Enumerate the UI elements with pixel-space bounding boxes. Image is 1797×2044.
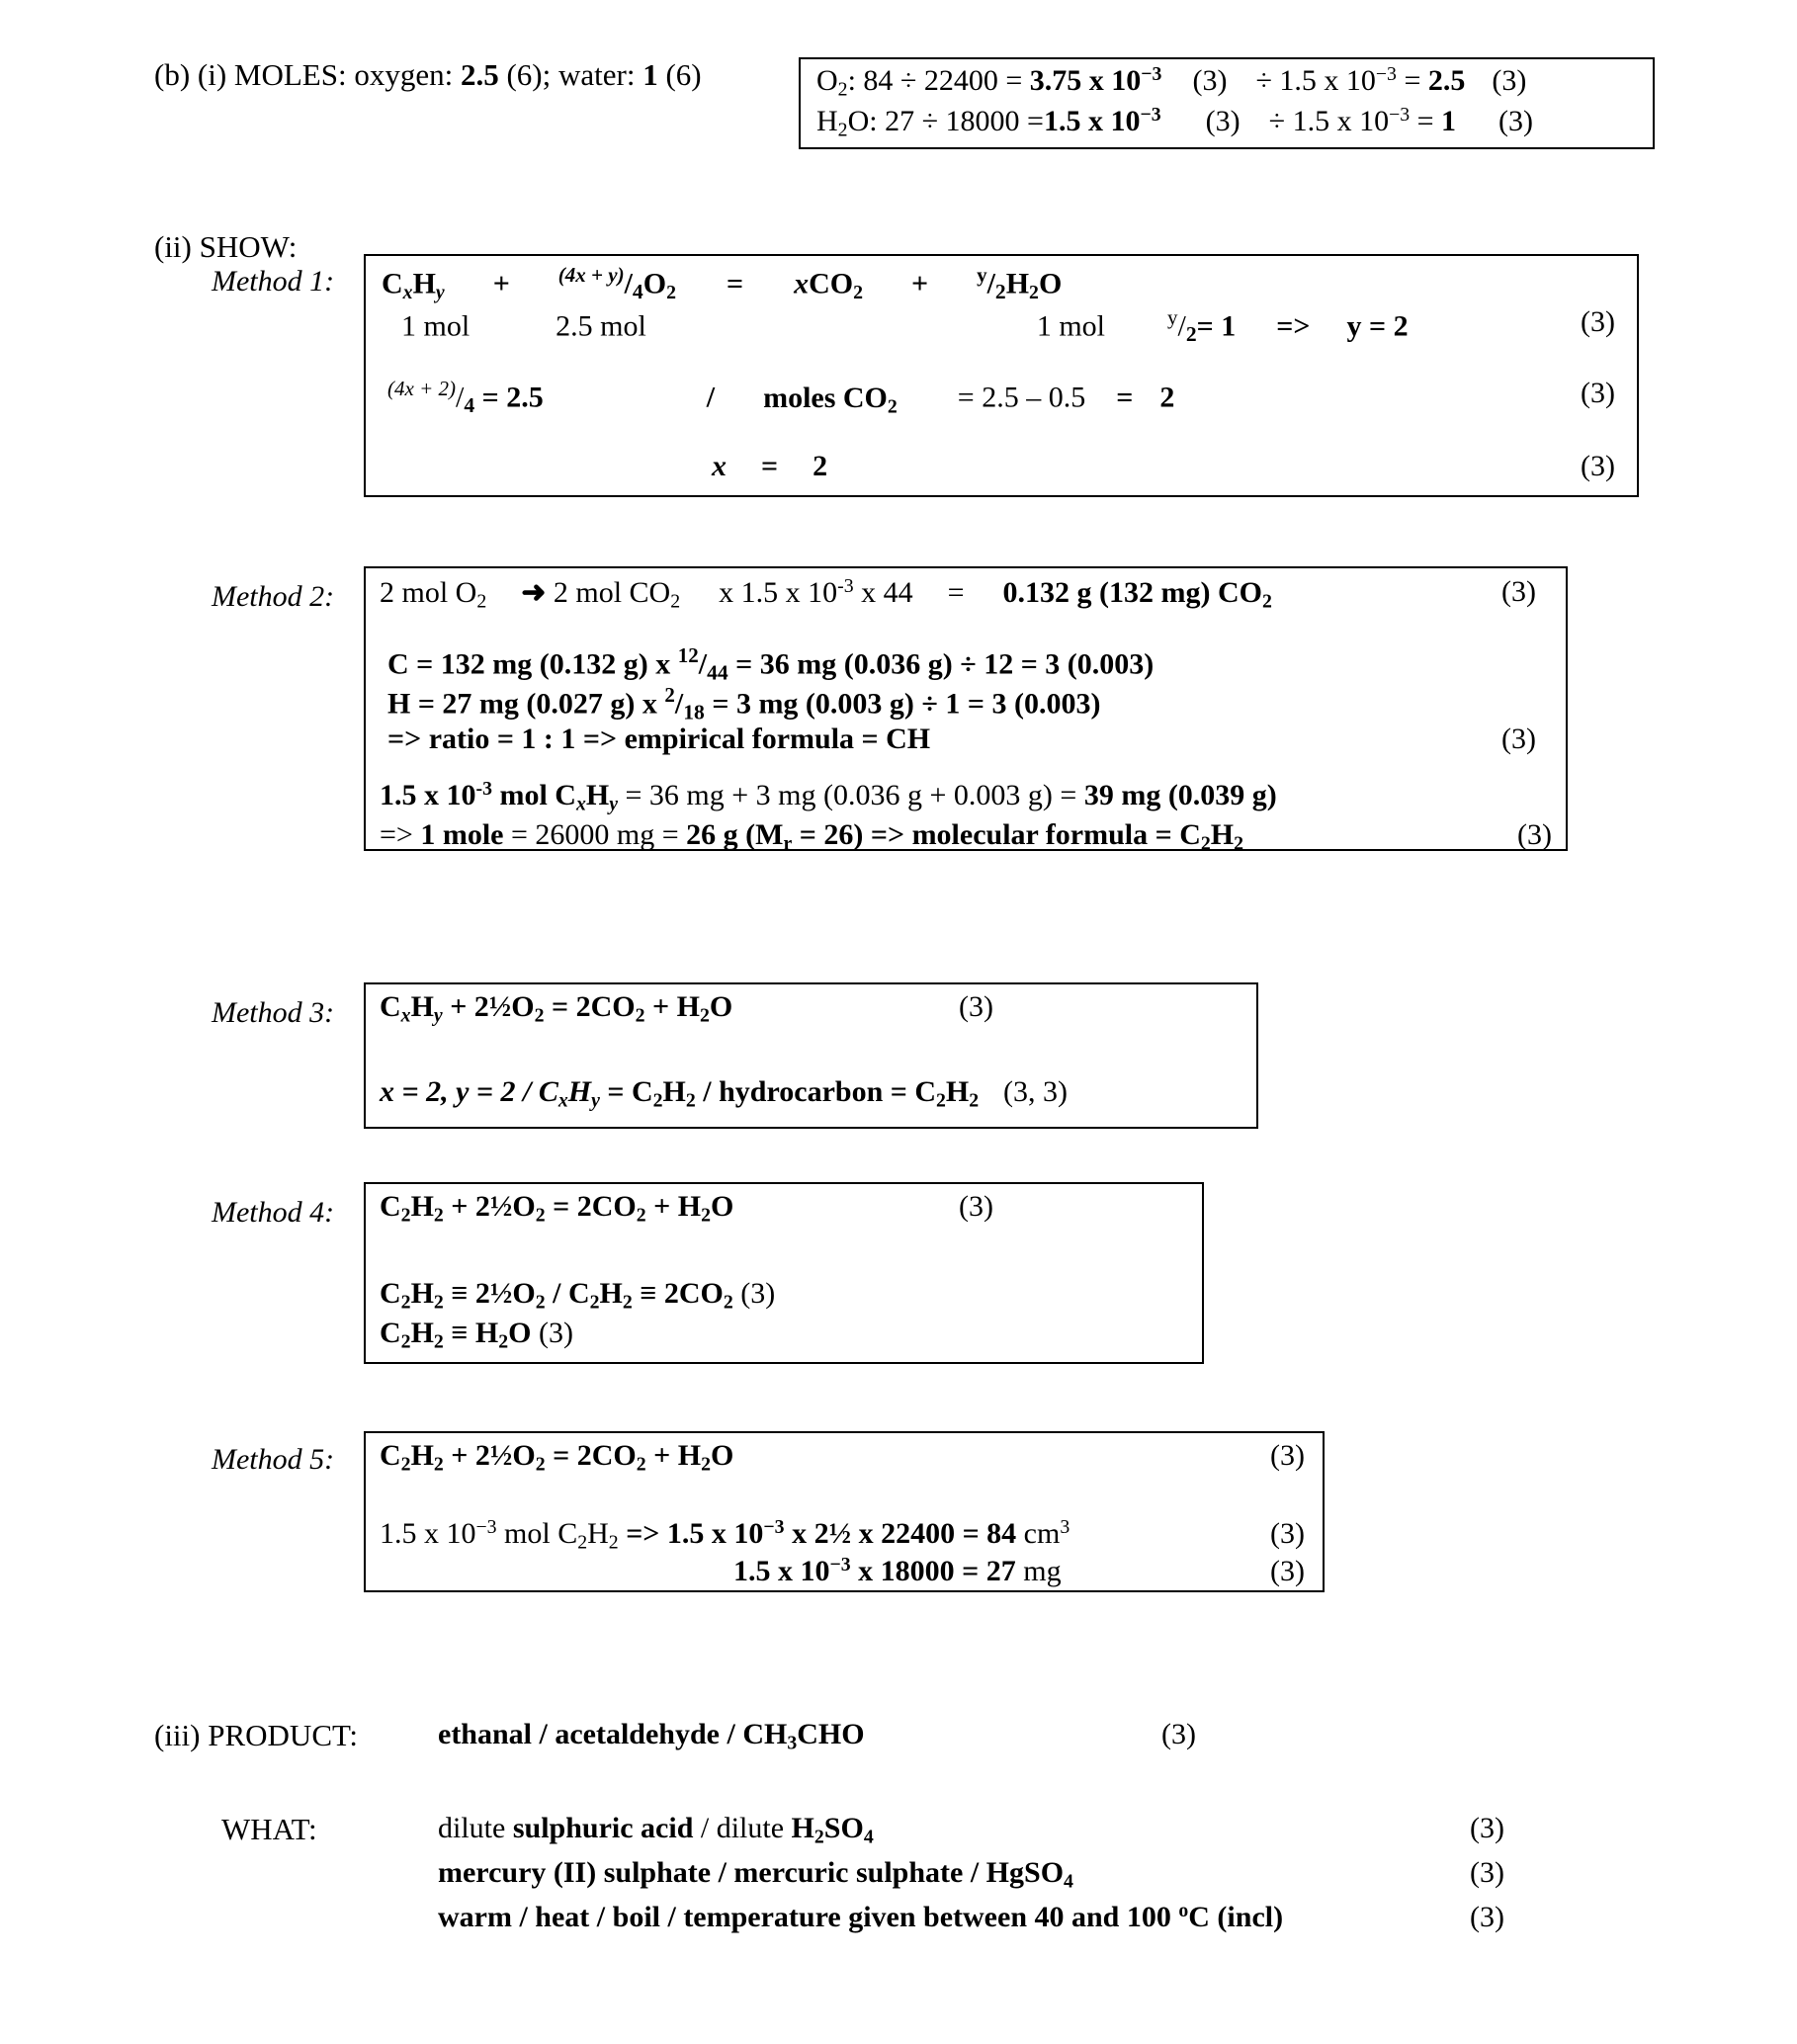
o2-species: $O_2$ <box>816 64 848 101</box>
method-1-fraction-line: $^{(4x + 2)}$/4 = 2.5 / moles $CO_2 = 2.5 - 0.5 = 2$ <box>387 377 1175 418</box>
method-5-mark-2: (3) <box>1270 1517 1305 1550</box>
method-1-box <box>364 254 1639 497</box>
method-2-calc: x 1.5 x $10^{-3}$ x 44 <box>719 575 913 609</box>
molecular-formula-result: molecular formula = $C_2H_2$ <box>911 818 1244 855</box>
moles-row-water <box>816 104 1534 141</box>
method-2-mark-3: (3) <box>1517 818 1552 851</box>
method-4-label: Method 4: <box>212 1196 335 1229</box>
method-5-mark-3: (3) <box>1270 1555 1305 1587</box>
method-3-label: Method 3: <box>212 996 335 1029</box>
o2-divide: ÷ 1.5 x $10^{-3}$ <box>1255 63 1397 97</box>
carbon-mass-fraction: $^{12}/_{44}$ <box>677 643 728 685</box>
oxygen-mark: (6); <box>506 57 552 92</box>
what-row-catalyst: mercury (II) sulphate / mercuric sulphate / HgSO$_4$ <box>438 1856 1073 1893</box>
method-1-mark-3: (3) <box>1581 450 1615 482</box>
method-3-mark-2: (3, 3) <box>1003 1075 1068 1108</box>
method-5-volume-line: 1.5 x $10^{-3}$ mol $C_2H_2 => 1.5$ x $10^{-3}$ x 2½ x 22400 = 84 $cm^3$ <box>380 1516 1070 1554</box>
method-5-equation: $C_2H_2$ + $2\frac{1}{2}O_2 = 2CO_2 + H_2O$ <box>380 1439 734 1476</box>
o2-calc: : 84 ÷ 22400 = <box>847 64 1030 97</box>
part-b-i-moles-line <box>154 57 702 93</box>
method-2-ratio-line: => ratio = 1 : 1 => empirical formula = CH <box>387 723 931 755</box>
sulphuric-acid-formula: $H_2SO_4$ <box>791 1812 874 1848</box>
method-2-label: Method 2: <box>212 580 335 613</box>
method-2-mol-o2: 2 mol $O_2$ <box>380 576 487 613</box>
method-1-water-coefficient: $^y$/2 <box>977 263 1006 303</box>
product-mark: (3) <box>1161 1718 1196 1750</box>
method-1-mark-1: (3) <box>1581 305 1615 338</box>
h2o-mark-2: (3) <box>1498 105 1534 137</box>
what-mark-3: (3) <box>1470 1901 1504 1933</box>
method-4-mark-1: (3) <box>959 1190 993 1223</box>
h2o-divide: ÷ 1.5 x $10^{-3}$ <box>1268 104 1411 137</box>
o2-mark-1: (3) <box>1192 64 1228 97</box>
h2o-result: 1.5 x $10^{-3}$ <box>1043 104 1161 137</box>
hydrogen-mass-fraction: $^2/_{18}$ <box>664 683 705 724</box>
o2-equals: = <box>1396 64 1428 97</box>
method-1-moles-line: 1 mol 2.5 mol 1 mol $^y$/2= 1 => y = 2 <box>401 305 1409 346</box>
method-3-equation: $C_xH_y$ + $2\frac{1}{2}O_2 = 2CO_2 + H_2O$ <box>380 990 733 1027</box>
method-1-label: Method 1: <box>212 265 335 298</box>
relative-molecular-mass: $(M_r = 26)$ <box>737 818 864 855</box>
method-1-moles-co2: moles $CO_2$ <box>763 381 898 418</box>
what-mark-1: (3) <box>1470 1812 1504 1844</box>
oxygen-label: oxygen: <box>354 57 454 92</box>
method-2-mol-line: 1.5 x $10^{-3}$ mol $C_xH_y = 36$ mg + 3 mg (0.036 g + 0.003 g) = 39 mg (0.039 g) <box>380 778 1277 815</box>
moles-row-oxygen <box>816 63 1527 101</box>
o2-final: 2.5 <box>1427 64 1466 97</box>
method-5-mass-line: 1.5 x $10^{-3}$ x 18000 = 27 mg <box>733 1554 1062 1587</box>
what-row-temperature: warm / heat / boil / temperature given between 40 and 100 $^o$C (incl) <box>438 1900 1284 1933</box>
method-5-mark-1: (3) <box>1270 1439 1305 1472</box>
method-2-line-1: 2 mol $O_2$ ➜ 2 mol $CO_2$ x 1.5 x $10^{-3}$ x 44 = 0.132 g (132 mg) $CO_2$ <box>380 575 1272 613</box>
h2o-mark-1: (3) <box>1205 105 1241 137</box>
method-5-box <box>364 1431 1325 1592</box>
part-b-ii-show-label: (ii) SHOW: <box>154 229 298 264</box>
method-4-box <box>364 1182 1204 1364</box>
method-2-mark-2: (3) <box>1501 723 1536 755</box>
h2o-calc: : 27 ÷ 18000 = <box>869 105 1044 137</box>
water-label: water: <box>557 57 636 92</box>
method-2-box <box>364 566 1568 855</box>
part-b-prefix: (b) (i) MOLES: <box>154 57 347 92</box>
oxygen-value: 2.5 <box>460 57 499 92</box>
method-3-mark-1: (3) <box>959 990 993 1023</box>
method-2-carbon-line: C = 132 mg (0.132 g) x $^{12}/_{44} = 36$ mg (0.036 g) ÷ 12 = 3 (0.003) <box>387 643 1155 685</box>
method-1-equation: $C_xH_y + ^{(4x + y)}/4O_2 = xCO_2 + ^y/2H_2O$ <box>382 263 1063 304</box>
method-2-mol-co2: 2 mol $CO_2$ <box>553 576 681 613</box>
part-b-iii-product-label: (iii) PRODUCT: <box>154 1718 358 1752</box>
method-3-result-line: x = 2, $y = 2 / C_xH_y = C_2H_2$ / hydrocarbon = $C_2H_2$ <box>380 1075 980 1112</box>
method-1-mark-2: (3) <box>1581 377 1615 409</box>
method-5-label: Method 5: <box>212 1443 335 1476</box>
what-mark-2: (3) <box>1470 1856 1504 1889</box>
what-row-acid: dilute sulphuric acid / dilute $H_2SO_4$ <box>438 1812 874 1848</box>
h2o-species: $H_2O$ <box>816 105 870 141</box>
method-1-fraction-expression: $^{(4x + 2)}$/4 <box>387 377 475 417</box>
h2o-equals: = <box>1410 105 1442 137</box>
product-value: ethanal / acetaldehyde / $CH_3CHO$ <box>438 1718 865 1754</box>
method-2-result: 0.132 g (132 mg) $CO_2$ <box>1002 576 1272 613</box>
o2-mark-2: (3) <box>1492 64 1527 97</box>
method-2-mark-1: (3) <box>1501 575 1536 608</box>
h2o-final: 1 <box>1441 105 1457 137</box>
moles-working-box <box>799 57 1655 149</box>
water-value: 1 <box>642 57 658 92</box>
method-2-hydrogen-line: H = 27 mg (0.027 g) x $^2/_{18} = 3$ mg (0.003 g) ÷ 1 = 3 (0.003) <box>387 683 1101 724</box>
method-2-mole-line: => 1 mole = 26000 mg = 26 g $(M_r = 26)$ => molecular formula = $C_2H_2$ <box>380 818 1244 855</box>
what-label: WHAT: <box>221 1812 317 1846</box>
method-1-oxygen-coefficient: $^{(4x + y)}$/4 <box>557 263 643 303</box>
method-1-y-over-2: $^y$/2 <box>1167 305 1197 346</box>
right-arrow-icon: ➜ <box>521 576 547 609</box>
method-3-box <box>364 982 1258 1129</box>
method-4-equivalence-line-1: $C_2H_2$ ≡ $2\frac{1}{2}O_2 / C_2H_2 \equiv 2CO_2$ (3) <box>380 1277 776 1314</box>
water-mark: (6) <box>665 57 702 92</box>
o2-result: 3.75 x $10^{-3}$ <box>1029 63 1162 97</box>
method-4-equivalence-line-2: $C_2H_2 \equiv H_2O$ (3) <box>380 1317 573 1353</box>
method-1-x-result: x = 2 <box>712 450 828 482</box>
method-4-equation: $C_2H_2$ + $2\frac{1}{2}O_2 = 2CO_2 + H_2O$ <box>380 1190 734 1227</box>
